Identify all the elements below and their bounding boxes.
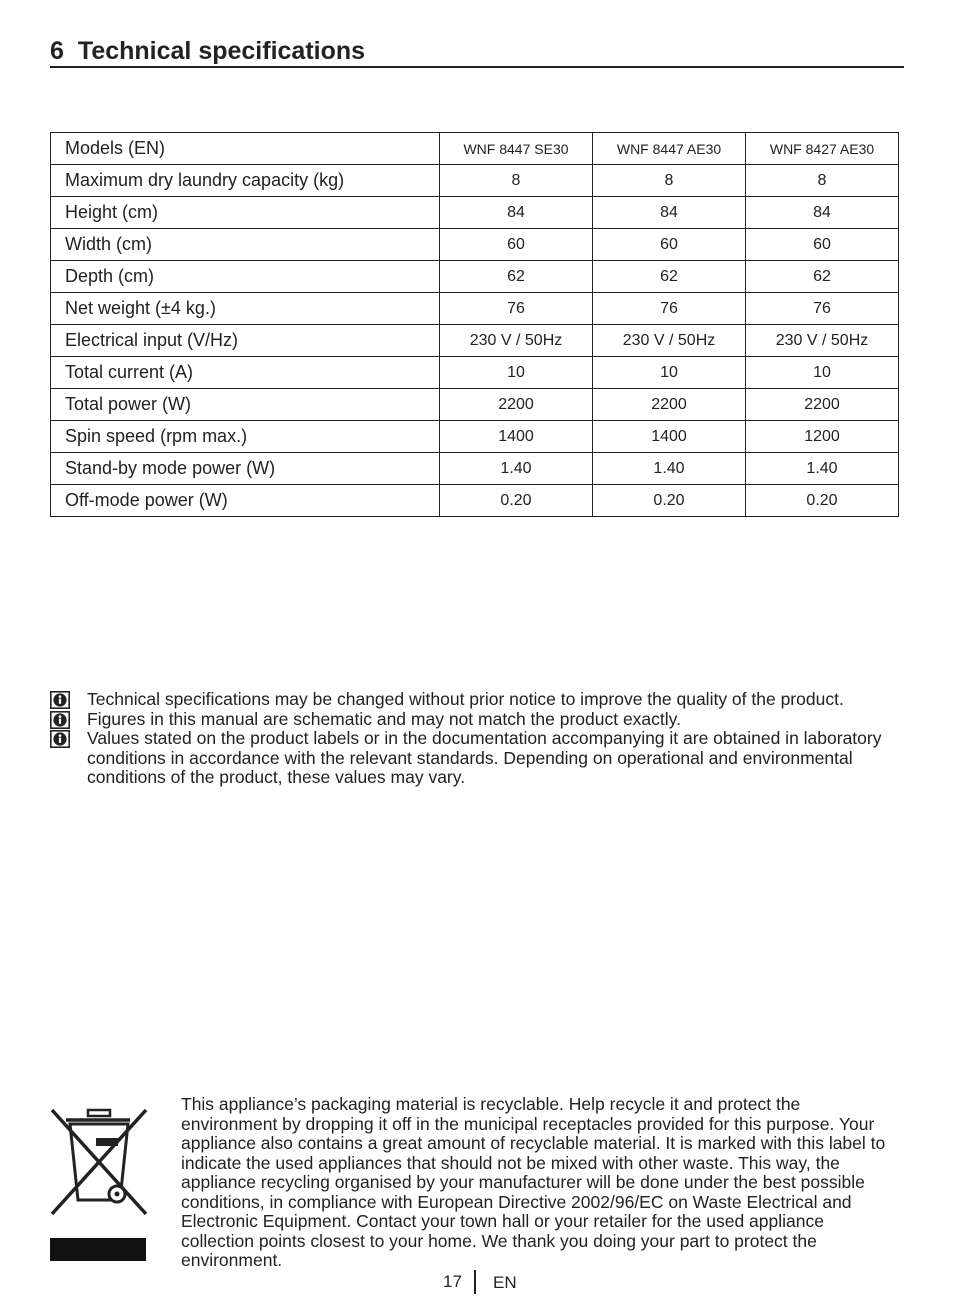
spec-value: 10 bbox=[593, 357, 746, 389]
spec-label: Spin speed (rpm max.) bbox=[51, 421, 440, 453]
footer-divider bbox=[474, 1270, 476, 1294]
info-note bbox=[50, 729, 910, 788]
spec-value: 60 bbox=[746, 229, 899, 261]
language-code: EN bbox=[493, 1273, 517, 1292]
header-label: Models (EN) bbox=[51, 133, 440, 165]
spec-value: 76 bbox=[440, 293, 593, 325]
spec-value: 62 bbox=[746, 261, 899, 293]
spec-label: Stand-by mode power (W) bbox=[51, 453, 440, 485]
spec-value: 0.20 bbox=[746, 485, 899, 517]
spec-value: 8 bbox=[593, 165, 746, 197]
info-icon bbox=[50, 730, 70, 748]
spec-value: 8 bbox=[746, 165, 899, 197]
spec-value: 230 V / 50Hz bbox=[593, 325, 746, 357]
note-text: Values stated on the product labels or in the documentation accompanying it are obtained in laboratory conditions in accordance with the relevant standards. Depending on operational and environmental conditions of the product, these values may vary. bbox=[87, 728, 882, 787]
info-icon bbox=[50, 711, 70, 729]
spec-value: 62 bbox=[440, 261, 593, 293]
spec-label: Height (cm) bbox=[51, 197, 440, 229]
spec-label: Electrical input (V/Hz) bbox=[51, 325, 440, 357]
table-row bbox=[51, 325, 899, 357]
spec-value: 230 V / 50Hz bbox=[746, 325, 899, 357]
spec-value: 230 V / 50Hz bbox=[440, 325, 593, 357]
spec-value: 1400 bbox=[440, 421, 593, 453]
spec-value: 84 bbox=[593, 197, 746, 229]
table-row bbox=[51, 485, 899, 517]
table-row bbox=[51, 421, 899, 453]
note-text: Figures in this manual are schematic and may not match the product exactly. bbox=[87, 708, 681, 729]
model-name: WNF 8447 AE30 bbox=[593, 133, 746, 165]
table-row bbox=[51, 389, 899, 421]
spec-value: 62 bbox=[593, 261, 746, 293]
spec-value: 84 bbox=[746, 197, 899, 229]
table-header-row bbox=[51, 133, 899, 165]
spec-label: Off-mode power (W) bbox=[51, 485, 440, 517]
spec-label: Net weight (±4 kg.) bbox=[51, 293, 440, 325]
spec-label: Total power (W) bbox=[51, 389, 440, 421]
recycling-paragraph: This appliance’s packaging material is recyclable. Help recycle it and protect the environment by dropping it off in the municipal receptacles provided for this purpose. Your appliance also contains a great amount of recyclable material. It is marked with this label to indicate the used appliances that should not be mixed with other waste. This way, the appliance recycling organised by your manufacturer will be done under the best possible conditions, in compliance with European Directive 2002/96/EC on Waste Electrical and Electronic Equipment. Contact your town hall or your retailer for the used appliance collection points closest to your home. We thank you doing your part to protect the environment. bbox=[181, 1094, 886, 1270]
table-row bbox=[51, 197, 899, 229]
spec-label: Total current (A) bbox=[51, 357, 440, 389]
table-row bbox=[51, 229, 899, 261]
info-icon bbox=[50, 691, 70, 709]
spec-value: 84 bbox=[440, 197, 593, 229]
spec-value: 2200 bbox=[593, 389, 746, 421]
crossed-out-wheelie-bin-icon bbox=[48, 1102, 148, 1262]
section-title: Technical specifications bbox=[77, 37, 366, 65]
page-number: 17 bbox=[443, 1272, 462, 1291]
spec-label: Maximum dry laundry capacity (kg) bbox=[51, 165, 440, 197]
spec-value: 2200 bbox=[746, 389, 899, 421]
info-note bbox=[50, 690, 910, 710]
spec-value: 76 bbox=[593, 293, 746, 325]
model-name: WNF 8427 AE30 bbox=[746, 133, 899, 165]
model-name: WNF 8447 SE30 bbox=[440, 133, 593, 165]
spec-value: 60 bbox=[593, 229, 746, 261]
specifications-table bbox=[50, 132, 899, 517]
spec-value: 1.40 bbox=[746, 453, 899, 485]
spec-value: 1.40 bbox=[593, 453, 746, 485]
spec-value: 1400 bbox=[593, 421, 746, 453]
spec-value: 1200 bbox=[746, 421, 899, 453]
table-row bbox=[51, 261, 899, 293]
spec-value: 2200 bbox=[440, 389, 593, 421]
section-heading bbox=[50, 36, 904, 68]
spec-value: 1.40 bbox=[440, 453, 593, 485]
spec-value: 76 bbox=[746, 293, 899, 325]
spec-value: 0.20 bbox=[440, 485, 593, 517]
spec-label: Width (cm) bbox=[51, 229, 440, 261]
spec-value: 0.20 bbox=[593, 485, 746, 517]
spec-value: 60 bbox=[440, 229, 593, 261]
note-text: Technical specifications may be changed without prior notice to improve the quality of the product. bbox=[87, 689, 844, 709]
table-row bbox=[51, 293, 899, 325]
spec-value: 10 bbox=[746, 357, 899, 389]
spec-label: Depth (cm) bbox=[51, 261, 440, 293]
info-note bbox=[50, 710, 910, 730]
table-row bbox=[51, 453, 899, 485]
info-notes bbox=[50, 690, 910, 788]
spec-value: 10 bbox=[440, 357, 593, 389]
section-number: 6 bbox=[50, 37, 64, 65]
spec-value: 8 bbox=[440, 165, 593, 197]
page-footer bbox=[0, 1270, 954, 1294]
table-row bbox=[51, 357, 899, 389]
table-row bbox=[51, 165, 899, 197]
